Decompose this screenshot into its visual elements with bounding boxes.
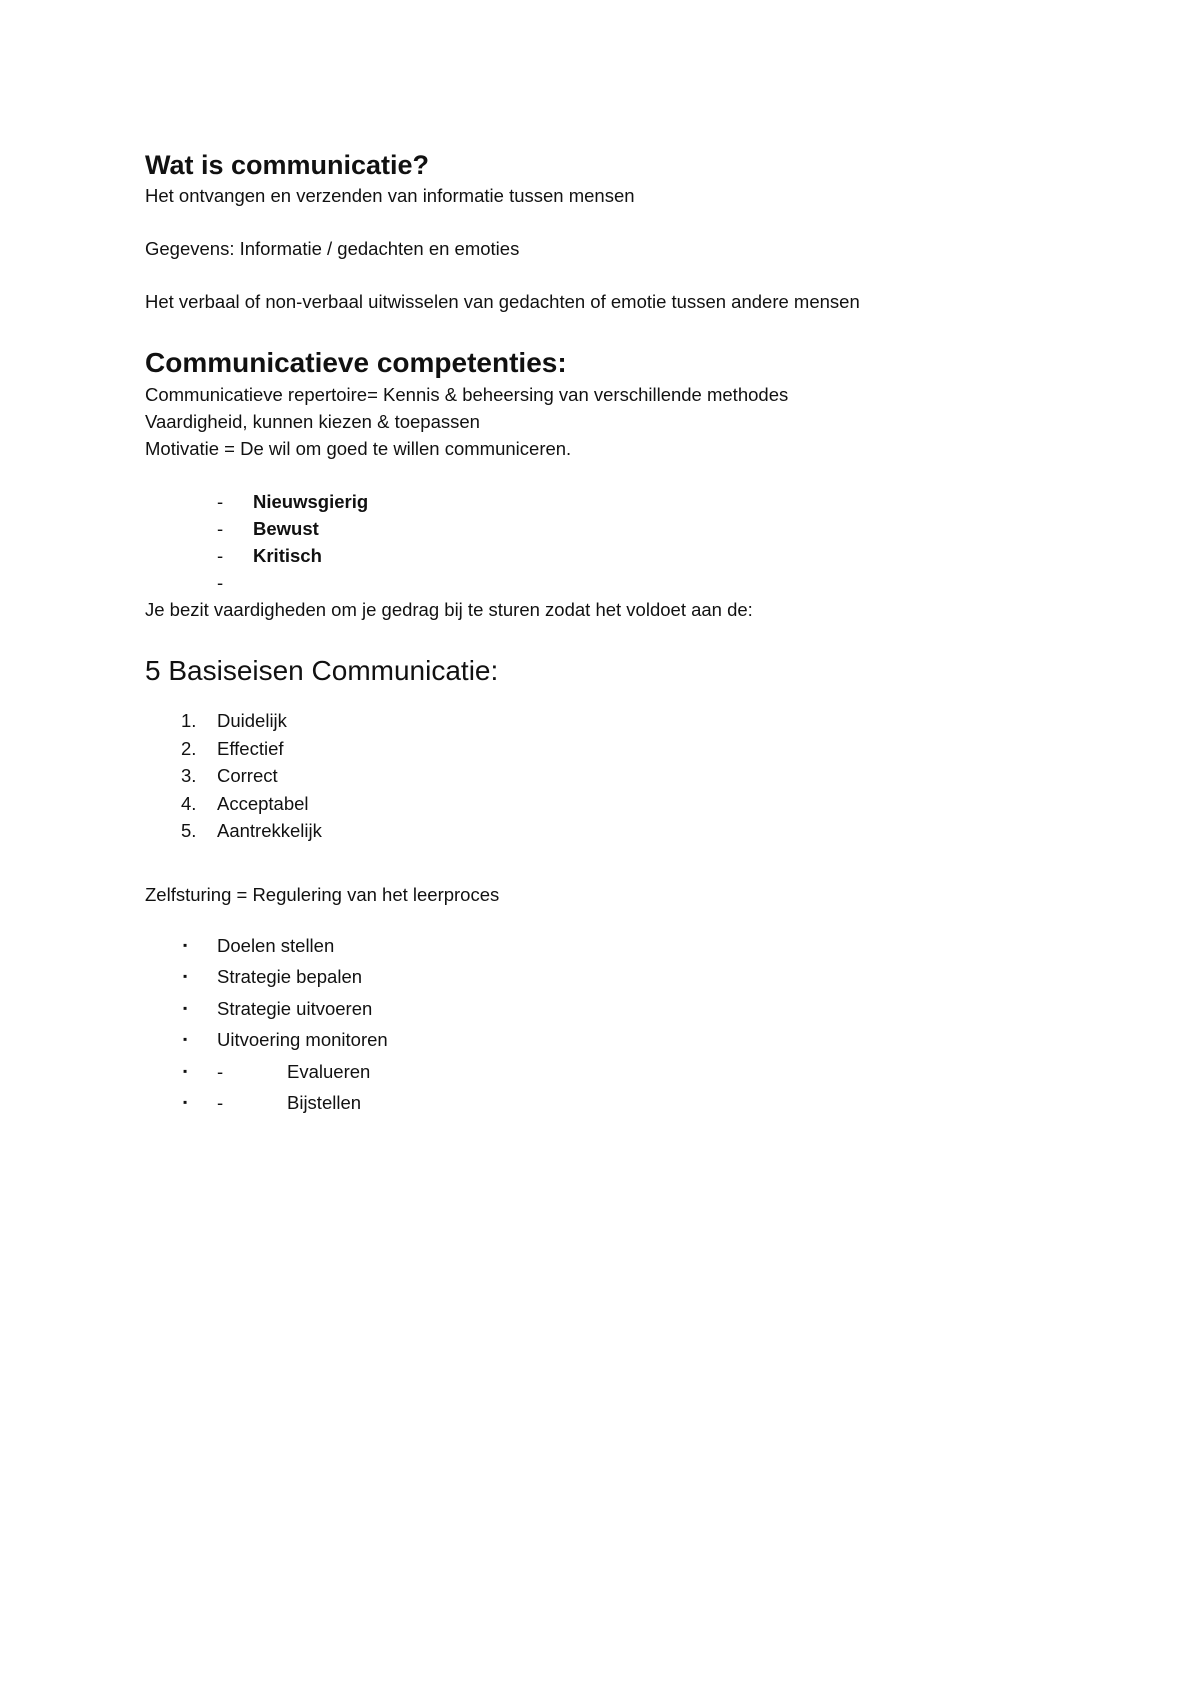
square-bullet-icon: ▪: [183, 969, 188, 983]
spacer: [145, 845, 1105, 881]
spacer: [145, 689, 1105, 707]
attitude-label: Kritisch: [253, 545, 322, 566]
square-bullet-icon: ▪: [183, 937, 188, 952]
dash-marker: -: [217, 572, 224, 593]
dash-marker: -: [217, 1092, 224, 1113]
dash-marker: -: [217, 491, 224, 512]
dash-marker: -: [217, 1060, 224, 1082]
list-item: [145, 1056, 1105, 1088]
paragraph-vaardigheden: Je bezit vaardigheden om je gedrag bij te sturen zodat het voldoet aan de:: [145, 599, 753, 620]
dash-marker: -: [217, 545, 224, 566]
list-label: Strategie uitvoeren: [217, 997, 373, 1019]
square-bullet-icon: ▪: [183, 1063, 188, 1078]
list-item: [145, 1024, 1105, 1056]
list-item: [145, 488, 1105, 515]
heading-communicatieve-competenties: Communicatieve competenties:: [145, 347, 567, 378]
list-label: Evalueren: [287, 1060, 371, 1082]
paragraph-definition: Het ontvangen en verzenden van informatie tussen mensen: [145, 185, 635, 206]
list-number: 2.: [181, 737, 197, 759]
list-item: [145, 515, 1105, 542]
heading-basiseisen: 5 Basiseisen Communicatie:: [145, 655, 499, 686]
attitude-list: [145, 488, 1105, 596]
list-label: Correct: [217, 765, 278, 786]
list-number: 1.: [181, 710, 197, 731]
list-item: [145, 707, 1105, 735]
square-bullet-icon: ▪: [183, 1000, 188, 1015]
dash-marker: -: [217, 518, 224, 539]
list-item: [145, 993, 1105, 1025]
basiseisen-list: [145, 707, 1105, 845]
list-item: [145, 542, 1105, 569]
square-bullet-icon: ▪: [183, 1032, 188, 1046]
spacer: [145, 262, 1105, 288]
zelfsturing-list: [145, 930, 1105, 1119]
list-label: Effectief: [217, 737, 284, 759]
list-item: [145, 569, 1105, 596]
list-number: 4.: [181, 792, 197, 814]
list-number: 5.: [181, 820, 197, 841]
spacer: [145, 623, 1105, 653]
spacer: [145, 462, 1105, 488]
list-item: [145, 930, 1105, 962]
paragraph-motivatie: Motivatie = De wil om goed te willen communiceren.: [145, 438, 572, 459]
paragraph-repertoire: Communicatieve repertoire= Kennis & beheersing van verschillende methodes: [145, 384, 789, 405]
list-label: Duidelijk: [217, 710, 287, 731]
spacer: [145, 209, 1105, 235]
list-label: Doelen stellen: [217, 934, 335, 956]
square-bullet-icon: ▪: [183, 1095, 188, 1109]
list-label: Aantrekkelijk: [217, 820, 322, 841]
list-item: [145, 790, 1105, 818]
list-label: Acceptabel: [217, 792, 309, 814]
spacer: [145, 315, 1105, 345]
attitude-label: Bewust: [253, 518, 319, 539]
list-item: [145, 762, 1105, 790]
spacer: [145, 908, 1105, 930]
list-label: Bijstellen: [287, 1092, 362, 1113]
paragraph-verbaal: Het verbaal of non-verbaal uitwisselen van gedachten of emotie tussen andere mensen: [145, 291, 860, 312]
list-item: [145, 735, 1105, 763]
list-item: [145, 817, 1105, 845]
list-number: 3.: [181, 765, 197, 786]
list-label: Strategie bepalen: [217, 966, 363, 987]
list-label: Uitvoering monitoren: [217, 1029, 388, 1050]
paragraph-gegevens: Gegevens: Informatie / gedachten en emoties: [145, 238, 520, 259]
attitude-label: Nieuwsgierig: [253, 491, 369, 512]
list-item: [145, 961, 1105, 993]
paragraph-vaardigheid: Vaardigheid, kunnen kiezen & toepassen: [145, 411, 480, 432]
paragraph-zelfsturing: Zelfsturing = Regulering van het leerproces: [145, 883, 500, 905]
document-content: [145, 148, 1105, 1119]
list-item: [145, 1087, 1105, 1119]
heading-wat-is-communicatie: Wat is communicatie?: [145, 150, 430, 180]
